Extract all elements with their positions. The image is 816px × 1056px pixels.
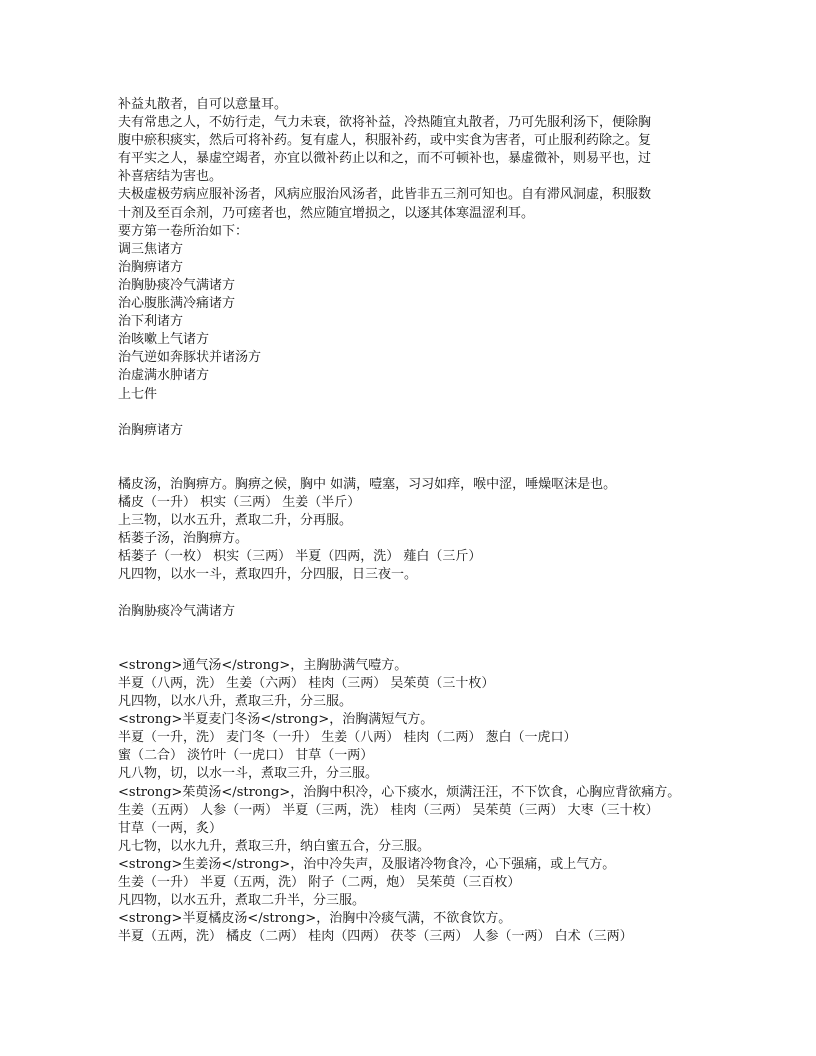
text-line: 夫有常患之人，不妨行走，气力未衰，欲将补益，冷热随宜丸散者，乃可先服利汤下，便除胸 (118, 115, 652, 131)
text-line: 半夏（一升，洗） 麦门冬（一升） 生姜（八两） 桂肉（二两） 葱白（一虎口） (118, 730, 577, 746)
paragraph (118, 639, 718, 657)
paragraph (118, 910, 718, 928)
paragraph (118, 331, 718, 349)
text-line: 补益丸散者，自可以意量耳。 (118, 97, 288, 112)
text-line: 治胸痹诸方 (118, 259, 184, 275)
paragraph (118, 729, 718, 747)
paragraph (118, 530, 718, 548)
text-line: 橘皮汤，治胸痹方。胸痹之候，胸中 如满，噎塞，习习如痒，喉中涩，唾燥呕沫是也。 (118, 476, 617, 492)
text-line: <strong>半夏麦门冬汤</strong>，治胸满短气方。 (118, 712, 434, 728)
paragraph (118, 313, 718, 331)
paragraph (118, 603, 718, 621)
paragraph (118, 114, 718, 186)
text-line: 调三焦诸方 (118, 241, 184, 257)
text-line: 治胸胁痰冷气满诸方 (118, 277, 236, 293)
paragraph (118, 548, 718, 566)
text-line (118, 639, 718, 657)
paragraph (118, 404, 718, 422)
text-line (118, 458, 718, 476)
text-line: 凡八物，切，以水一斗，煮取三升，分三服。 (118, 766, 379, 782)
text-line (118, 404, 718, 422)
paragraph (118, 386, 718, 404)
text-line: 治下利诸方 (118, 314, 184, 330)
text-line: 凡四物，以水八升，煮取三升，分三服。 (118, 694, 353, 710)
text-line (118, 585, 718, 603)
text-line: 栝蒌子汤，治胸痹方。 (118, 531, 249, 547)
text-line: 栝蒌子（一枚） 枳实（三两） 半夏（四两，洗） 薤白（三斤） (118, 549, 482, 565)
paragraph (118, 765, 718, 783)
text-line: 凡四物，以水五升，煮取二升半，分三服。 (118, 893, 366, 909)
paragraph (118, 223, 718, 241)
document-body (118, 96, 718, 946)
text-line: 治咳嗽上气诸方 (118, 332, 210, 348)
text-line: <strong>生姜汤</strong>，治中冷失声，及服诸冷物食冷，心下强痛，或上气方。 (118, 856, 616, 872)
paragraph (118, 675, 718, 693)
text-line: 凡四物，以水一斗，煮取四升，分四服，日三夜一。 (118, 567, 418, 583)
text-line: 生姜（五两） 人参（一两） 半夏（三两，洗） 桂肉（三两） 吴茱萸（三两） 大枣（三十枚） (118, 802, 659, 818)
paragraph (118, 422, 718, 440)
text-line: <strong>茱萸汤</strong>，治胸中积冷，心下痰水，烦满汪汪，不下饮食，心胸应背欲痛方。 (118, 784, 681, 800)
paragraph (118, 802, 718, 820)
paragraph (118, 295, 718, 313)
text-line: 半夏（五两，洗） 橘皮（二两） 桂肉（四两） 茯苓（三两） 人参（一两） 白术（三两） (118, 929, 633, 945)
text-line: 治心腹胀满冷痛诸方 (118, 296, 236, 312)
paragraph (118, 566, 718, 584)
text-line: 有平实之人，暴虚空竭者，亦宜以微补药止以和之，而不可顿补也，暴虚微补，则易平也，过 (118, 151, 652, 167)
text-line: 凡七物，以水九升，煮取三升，纳白蜜五合，分三服。 (118, 838, 431, 854)
paragraph (118, 440, 718, 458)
paragraph (118, 747, 718, 765)
text-line: 甘草（一两，炙） (118, 820, 223, 836)
text-line: 治胸胁痰冷气满诸方 (118, 603, 236, 619)
paragraph (118, 657, 718, 675)
text-line: 生姜（一升） 半夏（五两，洗） 附子（二两，炮） 吴茱萸（三百枚） (118, 875, 521, 891)
paragraph (118, 259, 718, 277)
paragraph (118, 349, 718, 367)
paragraph (118, 96, 718, 114)
paragraph (118, 928, 718, 946)
text-line: 蜜（二合） 淡竹叶（一虎口） 甘草（一两） (118, 748, 374, 764)
paragraph (118, 512, 718, 530)
text-line: 半夏（八两，洗） 生姜（六两） 桂肉（三两） 吴茱萸（三十枚） (118, 676, 495, 691)
paragraph (118, 277, 718, 295)
paragraph (118, 820, 718, 838)
paragraph (118, 186, 718, 222)
text-line: 治虚满水肿诸方 (118, 368, 210, 384)
text-line: <strong>通气汤</strong>，主胸胁满气噎方。 (118, 657, 408, 673)
text-line: 夫极虚极劳病应服补汤者，风病应服治风汤者，此皆非五三剂可知也。自有滞风洞虚，积服数 (118, 187, 652, 203)
text-line: <strong>半夏橘皮汤</strong>，治胸中冷痰气满，不欲食饮方。 (118, 911, 512, 927)
paragraph (118, 874, 718, 892)
paragraph (118, 494, 718, 512)
text-line: 橘皮（一升） 枳实（三两） 生姜（半斤） (118, 495, 361, 511)
text-line: 十剂及至百余剂，乃可瘥者也，然应随宜增损之，以逐其体寒温涩利耳。 (118, 205, 535, 221)
text-line: 治气逆如奔豚状并诸汤方 (118, 350, 262, 366)
text-line: 上三物，以水五升，煮取二升，分再服。 (118, 513, 353, 529)
paragraph (118, 711, 718, 729)
paragraph (118, 241, 718, 259)
paragraph (118, 892, 718, 910)
paragraph (118, 784, 718, 802)
text-line: 要方第一卷所治如下： (118, 223, 249, 239)
paragraph (118, 585, 718, 603)
paragraph (118, 693, 718, 711)
paragraph (118, 367, 718, 385)
paragraph (118, 621, 718, 639)
text-line (118, 440, 718, 458)
text-line: 补喜痞结为害也。 (118, 169, 223, 185)
text-line: 上七件 (118, 386, 158, 402)
text-line (118, 621, 718, 639)
paragraph (118, 458, 718, 476)
text-line: 腹中瘀积痰实，然后可将补药。复有虚人，积服补药，或中实食为害者，可止服利药除之。复 (118, 133, 652, 149)
paragraph (118, 476, 718, 494)
paragraph (118, 838, 718, 856)
text-line: 治胸痹诸方 (118, 422, 184, 438)
paragraph (118, 856, 718, 874)
